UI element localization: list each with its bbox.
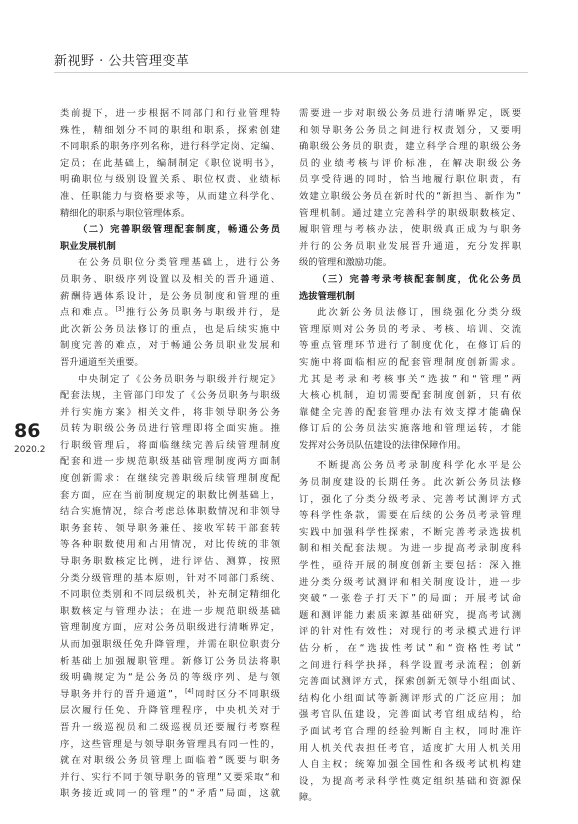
text-line — [299, 624, 521, 641]
line-text: 此次新公务员法修订，围绕强化分类分级 — [317, 307, 521, 319]
line-text: 配套和进一步规范职级基础管理制度两方面制 — [60, 456, 280, 468]
line-text: 需要进一步对职级公务员进行清晰界定，既要 — [299, 108, 521, 119]
text-line — [299, 355, 521, 372]
text-line — [60, 537, 280, 554]
text-line — [60, 172, 280, 189]
line-text: 不同职系的职务序列名称，进行科学定岗、定编、 — [60, 141, 280, 153]
line-text: 从而加强职级任免升降管理，并需在职位职责分 — [60, 639, 280, 650]
line-text: 管理机制。通过建立完善科学的职级职数核定、 — [299, 207, 521, 219]
text-line — [299, 458, 521, 475]
text-line — [60, 637, 280, 654]
line-text: 制和相关配套法规。为进一步提高考录制度科 — [299, 543, 521, 555]
line-text: 管理制度方面，应对公务员职级进行清晰界定， — [60, 622, 280, 634]
line-text: 级的管理和激励功能。 — [299, 257, 392, 269]
line-text: 等科学性条款，需要在后续的公务员考录管理 — [299, 510, 521, 522]
line-text: 并行、实行不同于领导职务的管理”又要采取“和 — [60, 771, 280, 783]
text-line — [299, 541, 521, 558]
text-line — [60, 786, 280, 803]
line-text: 订，强化了分类分级考录、完善考试测评方式 — [299, 493, 521, 505]
line-text: 评的针对性有效性；对现行的考录模式进行评 — [299, 626, 521, 638]
line-text: 配套法规，主管部门印发了《公务员职务与职级 — [60, 390, 280, 402]
line-text: 导职务职数核定比例，进行评估、测算，按照 — [60, 556, 280, 568]
text-line — [60, 305, 280, 322]
line-text: 予面试考官合理的经验判断自主权，同时准许 — [299, 725, 521, 737]
text-line — [60, 504, 280, 521]
text-line — [60, 322, 280, 339]
line-text: 职务套转、领导职务兼任、接收军转干部套转 — [60, 522, 280, 534]
text-line — [60, 454, 280, 471]
line-text: 员的业绩考核与评价标准，在解决职级公务 — [299, 157, 521, 169]
line-text: 完善面试测评方式，探索创新无领导小组面试、 — [299, 676, 521, 688]
line-text: 殊性，精细划分不同的职组和职系，探索创建 — [60, 124, 280, 136]
line-text: 结构化小组面试等新测评形式的广泛应用；加 — [299, 692, 521, 704]
text-line — [60, 554, 280, 571]
text-line — [60, 272, 280, 289]
line-text: 大核心机制，迫切需要配套制度创新，只有依 — [299, 390, 521, 402]
text-line — [299, 272, 521, 289]
line-text: 级明确规定为“是公务员的等级序列、是与领 — [60, 672, 280, 684]
text-line — [60, 571, 280, 588]
line-text: 行职级管理后，将面临继续完善后续管理制度 — [60, 439, 280, 451]
line-text: 实施中将面临相应的配套管理制度创新需求。 — [299, 356, 521, 368]
line-text-continued: 推行公务员职务与职级并行，是 — [124, 307, 280, 319]
citation-marker: [4] — [185, 687, 194, 695]
text-line — [60, 604, 280, 621]
line-text: 员职务、职级序列设置以及相关的晋升通道、 — [60, 273, 280, 285]
text-line — [299, 475, 521, 492]
text-line — [60, 654, 280, 671]
line-text: 准、任职能力与资格要求等，从而建立科学化、 — [60, 190, 280, 202]
text-line — [299, 123, 521, 140]
text-line — [299, 405, 521, 422]
text-line — [60, 139, 280, 156]
text-line — [60, 206, 280, 223]
text-line — [60, 521, 280, 538]
line-text: 明确职位与级别设置关系、职位权责、业绩标 — [60, 174, 280, 186]
text-line — [299, 338, 521, 355]
line-text: 学性，亟待开展的制度创新主要包括：深入推 — [299, 560, 521, 572]
text-line — [299, 575, 521, 592]
text-line — [60, 189, 280, 206]
text-line — [299, 691, 521, 708]
text-line — [60, 255, 280, 272]
line-text: 并行实施方案》相关文件，将非领导职务公务 — [60, 406, 280, 418]
text-line — [60, 289, 280, 306]
line-text: 在公务员职位分类管理基础上，进行公务 — [78, 257, 280, 269]
text-line — [299, 658, 521, 675]
text-line — [299, 724, 521, 741]
text-line — [299, 172, 521, 189]
text-line — [299, 322, 521, 339]
line-text: 等重点管理环节进行了制度优化，在修订后的 — [299, 340, 521, 352]
text-line — [60, 687, 280, 704]
text-line — [60, 720, 280, 737]
text-line — [299, 372, 521, 389]
text-line — [299, 106, 521, 123]
text-line — [299, 305, 521, 322]
line-text: （二）完善职级管理配套制度，畅通公务员 — [78, 224, 280, 236]
line-text: 员转为职级公务员进行管理即将全面实施。推 — [60, 423, 280, 435]
line-text: 管理原则对公务员的考录、考核、培训、交流 — [299, 323, 521, 335]
text-line — [299, 790, 521, 807]
text-line — [299, 492, 521, 509]
line-text: 晋升通道至关重要。 — [60, 356, 144, 368]
text-line — [299, 741, 521, 758]
text-line — [299, 139, 521, 156]
line-text: 进分类分级考试测评和相关制度设计，进一步 — [299, 576, 521, 588]
line-text: 修订后的公务员法实施落地和管理运转，才能 — [299, 423, 521, 435]
line-text: 序，这些管理是与领导职务管理具有同一性的， — [60, 738, 280, 750]
line-text: 职务接近或同一的管理”的“矛盾”局面，这就 — [60, 788, 280, 800]
line-text: 类前提下，进一步根据不同部门和行业管理特 — [60, 108, 280, 119]
text-line — [60, 737, 280, 754]
text-line — [299, 774, 521, 791]
text-line — [60, 372, 280, 389]
line-text: 晋升一级巡视员和二级巡视员还要履行考察程 — [60, 721, 280, 733]
line-text: 障。 — [299, 792, 318, 804]
text-line — [60, 222, 280, 239]
text-line — [299, 707, 521, 724]
line-text: 履职管理与考核办法，使职级真正成为与职务 — [299, 224, 521, 236]
text-line — [299, 525, 521, 542]
line-text: 和领导职务公务员之间进行权责划分，又要明 — [299, 124, 521, 136]
line-text: 制度完善的难点，对于畅通公务员职业发展和 — [60, 340, 280, 352]
text-line — [299, 558, 521, 575]
line-text: 层次履行任免、升降管理程序，中央机关对于 — [60, 705, 280, 717]
text-line — [60, 587, 280, 604]
line-text: 职业发展机制 — [60, 240, 116, 252]
text-line — [299, 674, 521, 691]
text-line — [60, 620, 280, 637]
line-text: 选拔管理机制 — [299, 290, 355, 302]
text-line — [60, 703, 280, 720]
line-text: 强考官队伍建设，完善面试考官组成结构，给 — [299, 709, 521, 721]
line-text: 就在对职级公务员管理上面临着“既要与职务 — [60, 755, 280, 767]
page-number: 86 — [14, 420, 41, 442]
text-line — [60, 471, 280, 488]
text-line — [60, 405, 280, 422]
header-rule — [54, 72, 528, 73]
line-text: 套方面，应在当前制度规定的职数比例基础上， — [60, 489, 280, 501]
text-line — [299, 438, 521, 455]
text-line — [299, 757, 521, 774]
issue-year: 2020.2 — [14, 445, 46, 455]
text-line — [60, 770, 280, 787]
line-text: 分类分级管理的基本原则，针对不同部门系统、 — [60, 572, 280, 584]
line-text: 人自主权；统筹加强全国性和各级考试机构建 — [299, 759, 521, 771]
line-text: 精细化的职系与职位管理体系。 — [60, 207, 191, 219]
line-text: 发挥对公务员队伍建设的法律保障作用。 — [299, 439, 467, 451]
citation-marker: [3] — [115, 306, 125, 314]
line-text-continued: 同时区分不同职级 — [193, 688, 280, 700]
line-text: 靠健全完善的配套管理办法有效支撑才能确保 — [299, 406, 521, 418]
line-text: （三）完善考录考核配套制度，优化公务员 — [317, 273, 521, 285]
line-text: 定员；在此基础上，编制制定《职位说明书》， — [60, 157, 280, 169]
line-text: 设，为提高考录科学性奠定组织基础和资源保 — [299, 775, 521, 787]
line-text: 估分析，在“选拔性考试”和“资格性考试” — [299, 643, 521, 654]
line-text: 薪酬待遇体系设计，是公务员制度和管理的重 — [60, 290, 280, 302]
text-line — [60, 239, 280, 256]
text-line — [299, 189, 521, 206]
text-line — [299, 421, 521, 438]
line-text: 此次新公务员法修订的重点，也是后续实施中 — [60, 323, 280, 335]
line-text: 之间进行科学抉择，科学设置考录流程；创新 — [299, 659, 521, 671]
text-line — [60, 438, 280, 455]
text-line — [60, 106, 280, 123]
line-text: 务员制度建设的长期任务。此次新公务员法修 — [299, 477, 521, 489]
text-line — [299, 206, 521, 223]
line-text: 效建立职级公务员在新时代的“新担当、新作为” — [299, 190, 521, 202]
right-column — [299, 106, 521, 807]
text-line — [299, 608, 521, 625]
text-line — [60, 123, 280, 140]
text-line — [299, 591, 521, 608]
text-line — [299, 222, 521, 239]
line-text: 不同职位类别和不同层级机关，补充制定精细化 — [60, 589, 280, 601]
text-line — [60, 670, 280, 687]
text-line — [299, 255, 521, 272]
line-text: 析基础上加强履职管理。新修订公务员法将职 — [60, 655, 280, 667]
line-text: 度创新需求：在继续完善职级后续管理制度配 — [60, 473, 280, 485]
line-text: 突破“一张卷子打天下”的局面；开展考试命 — [299, 593, 521, 605]
text-line — [299, 156, 521, 173]
text-line — [60, 156, 280, 173]
line-text: 题和测评能力素质来源基础研究，提高考试测 — [299, 609, 521, 621]
line-text: 点和难点。 — [60, 307, 116, 319]
text-line — [60, 355, 280, 372]
text-line — [60, 338, 280, 355]
line-text: 职数核定与管理办法；在进一步规范职级基础 — [60, 605, 280, 617]
text-line — [60, 421, 280, 438]
line-text: 用人机关代表担任考官，适度扩大用人机关用 — [299, 742, 521, 754]
line-text: 并行的公务员职业发展晋升通道，充分发挥职 — [299, 240, 521, 252]
line-text: 等各种职数使用和占用情况，对比传统的非领 — [60, 539, 280, 551]
text-line — [60, 388, 280, 405]
running-header: 新视野 · 公共管理变革 — [54, 54, 190, 69]
line-text: 确职级公务员的职责，建立科学合理的职级公务 — [299, 141, 521, 153]
line-text: 导职务并行的晋升通道”， — [60, 688, 186, 700]
text-line — [60, 753, 280, 770]
line-text: 中央制定了《公务员职务与职级并行规定》 — [78, 373, 280, 385]
line-text: 尤其是考录和考核事关“选拔”和“管理”两 — [299, 373, 521, 385]
line-text: 实践中加强科学性探索，不断完善考录选拔机 — [299, 526, 521, 538]
left-column — [60, 106, 280, 803]
text-line — [60, 488, 280, 505]
text-line — [299, 239, 521, 256]
line-text: 员享受待遇的同时，恰当地履行职位职责，有 — [299, 174, 521, 186]
text-line — [299, 508, 521, 525]
text-line — [299, 289, 521, 306]
text-line — [299, 388, 521, 405]
line-text: 不断提高公务员考录制度科学化水平是公 — [317, 460, 521, 472]
line-text: 结合实施情况，综合考虑总体职数情况和非领导 — [60, 506, 280, 518]
text-line — [299, 641, 521, 658]
